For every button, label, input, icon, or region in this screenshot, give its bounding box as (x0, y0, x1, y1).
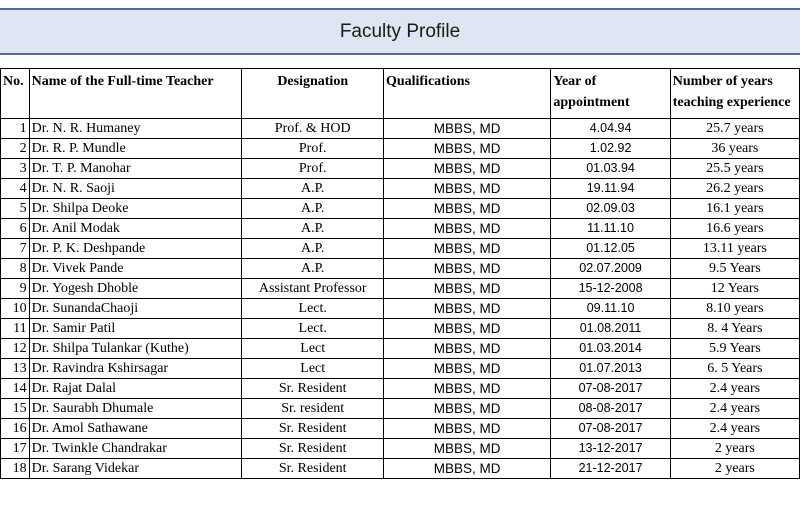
designation-cell: Sr. resident (242, 399, 383, 419)
qualifications-cell: MBBS, MD (383, 439, 550, 459)
row-number-cell: 8 (1, 259, 30, 279)
table-row (1, 159, 800, 179)
table-row (1, 399, 800, 419)
teacher-name-cell: Dr. Ravindra Kshirsagar (29, 359, 242, 379)
table-row (1, 339, 800, 359)
row-number-cell: 6 (1, 219, 30, 239)
qualifications-cell: MBBS, MD (383, 419, 550, 439)
table-row (1, 359, 800, 379)
designation-cell: A.P. (242, 199, 383, 219)
teaching-experience-cell: 26.2 years (670, 179, 799, 199)
teaching-experience-cell: 5.9 Years (670, 339, 799, 359)
year-of-appointment-cell: 01.03.94 (551, 159, 670, 179)
page-title: Faculty Profile (339, 20, 461, 42)
table-row (1, 219, 800, 239)
row-number-cell: 2 (1, 139, 30, 159)
table-row (1, 439, 800, 459)
qualifications-cell: MBBS, MD (383, 219, 550, 239)
teacher-name-cell: Dr. Anil Modak (29, 219, 242, 239)
table-row (1, 239, 800, 259)
designation-cell: Prof. (242, 139, 383, 159)
table-row (1, 379, 800, 399)
qualifications-cell: MBBS, MD (383, 279, 550, 299)
designation-cell: Sr. Resident (242, 459, 383, 479)
teaching-experience-cell: 12 Years (670, 279, 799, 299)
year-of-appointment-cell: 09.11.10 (551, 299, 670, 319)
header-year-of-appointment (551, 69, 670, 119)
table-row (1, 199, 800, 219)
teacher-name-cell: Dr. Yogesh Dhoble (29, 279, 242, 299)
designation-cell: Lect (242, 339, 383, 359)
designation-cell: Assistant Professor (242, 279, 383, 299)
designation-cell: Lect. (242, 299, 383, 319)
year-of-appointment-cell: 1.02.92 (551, 139, 670, 159)
qualifications-cell: MBBS, MD (383, 299, 550, 319)
qualifications-cell: MBBS, MD (383, 359, 550, 379)
teaching-experience-cell: 25.5 years (670, 159, 799, 179)
qualifications-cell: MBBS, MD (383, 119, 550, 139)
designation-cell: Sr. Resident (242, 439, 383, 459)
row-number-cell: 13 (1, 359, 30, 379)
header-qualifications: Qualifications (383, 69, 550, 119)
qualifications-cell: MBBS, MD (383, 239, 550, 259)
row-number-cell: 7 (1, 239, 30, 259)
teaching-experience-cell: 25.7 years (670, 119, 799, 139)
table-row (1, 459, 800, 479)
table-body (1, 119, 800, 479)
designation-cell: A.P. (242, 239, 383, 259)
table-row (1, 279, 800, 299)
row-number-cell: 3 (1, 159, 30, 179)
teacher-name-cell: Dr. Shilpa Deoke (29, 199, 242, 219)
teacher-name-cell: Dr. Saurabh Dhumale (29, 399, 242, 419)
qualifications-cell: MBBS, MD (383, 179, 550, 199)
year-of-appointment-cell: 01.12.05 (551, 239, 670, 259)
teacher-name-cell: Dr. Shilpa Tulankar (Kuthe) (29, 339, 242, 359)
year-of-appointment-cell: 02.09.03 (551, 199, 670, 219)
teaching-experience-cell: 2.4 years (670, 379, 799, 399)
teacher-name-cell: Dr. Rajat Dalal (29, 379, 242, 399)
teaching-experience-cell: 6. 5 Years (670, 359, 799, 379)
title-banner (0, 8, 800, 55)
header-year-line2: appointment (553, 95, 630, 110)
table-row (1, 419, 800, 439)
year-of-appointment-cell: 21-12-2017 (551, 459, 670, 479)
table-row (1, 139, 800, 159)
row-number-cell: 10 (1, 299, 30, 319)
designation-cell: Prof. (242, 159, 383, 179)
header-exp-line1: Number of years (672, 74, 773, 89)
teaching-experience-cell: 16.1 years (670, 199, 799, 219)
faculty-table (0, 68, 800, 479)
table-row (1, 259, 800, 279)
row-number-cell: 15 (1, 399, 30, 419)
row-number-cell: 17 (1, 439, 30, 459)
row-number-cell: 16 (1, 419, 30, 439)
header-exp-line2: teaching experience (672, 95, 791, 110)
teaching-experience-cell: 9.5 Years (670, 259, 799, 279)
table-row (1, 299, 800, 319)
teacher-name-cell: Dr. T. P. Manohar (29, 159, 242, 179)
designation-cell: Lect. (242, 319, 383, 339)
qualifications-cell: MBBS, MD (383, 399, 550, 419)
teacher-name-cell: Dr. R. P. Mundle (29, 139, 242, 159)
row-number-cell: 12 (1, 339, 30, 359)
teaching-experience-cell: 2 years (670, 459, 799, 479)
teaching-experience-cell: 8. 4 Years (670, 319, 799, 339)
header-year-line1: Year of (553, 74, 597, 89)
row-number-cell: 18 (1, 459, 30, 479)
year-of-appointment-cell: 01.03.2014 (551, 339, 670, 359)
teaching-experience-cell: 8.10 years (670, 299, 799, 319)
year-of-appointment-cell: 08-08-2017 (551, 399, 670, 419)
table-row (1, 319, 800, 339)
designation-cell: A.P. (242, 219, 383, 239)
qualifications-cell: MBBS, MD (383, 139, 550, 159)
header-name: Name of the Full-time Teacher (29, 69, 242, 119)
year-of-appointment-cell: 11.11.10 (551, 219, 670, 239)
designation-cell: Sr. Resident (242, 379, 383, 399)
qualifications-cell: MBBS, MD (383, 319, 550, 339)
year-of-appointment-cell: 01.07.2013 (551, 359, 670, 379)
teacher-name-cell: Dr. Twinkle Chandrakar (29, 439, 242, 459)
qualifications-cell: MBBS, MD (383, 459, 550, 479)
teacher-name-cell: Dr. Amol Sathawane (29, 419, 242, 439)
table-header-row (1, 69, 800, 119)
teacher-name-cell: Dr. P. K. Deshpande (29, 239, 242, 259)
row-number-cell: 11 (1, 319, 30, 339)
teacher-name-cell: Dr. Samir Patil (29, 319, 242, 339)
year-of-appointment-cell: 01.08.2011 (551, 319, 670, 339)
teaching-experience-cell: 2.4 years (670, 419, 799, 439)
qualifications-cell: MBBS, MD (383, 159, 550, 179)
row-number-cell: 4 (1, 179, 30, 199)
teacher-name-cell: Dr. N. R. Humaney (29, 119, 242, 139)
teacher-name-cell: Dr. Sarang Videkar (29, 459, 242, 479)
qualifications-cell: MBBS, MD (383, 339, 550, 359)
designation-cell: A.P. (242, 179, 383, 199)
year-of-appointment-cell: 15-12-2008 (551, 279, 670, 299)
teaching-experience-cell: 2.4 years (670, 399, 799, 419)
teacher-name-cell: Dr. SunandaChaoji (29, 299, 242, 319)
teaching-experience-cell: 36 years (670, 139, 799, 159)
year-of-appointment-cell: 4.04.94 (551, 119, 670, 139)
qualifications-cell: MBBS, MD (383, 259, 550, 279)
teacher-name-cell: Dr. Vivek Pande (29, 259, 242, 279)
year-of-appointment-cell: 02.07.2009 (551, 259, 670, 279)
row-number-cell: 5 (1, 199, 30, 219)
qualifications-cell: MBBS, MD (383, 379, 550, 399)
header-designation: Designation (242, 69, 383, 119)
year-of-appointment-cell: 07-08-2017 (551, 419, 670, 439)
table-row (1, 179, 800, 199)
teacher-name-cell: Dr. N. R. Saoji (29, 179, 242, 199)
year-of-appointment-cell: 07-08-2017 (551, 379, 670, 399)
year-of-appointment-cell: 19.11.94 (551, 179, 670, 199)
designation-cell: Lect (242, 359, 383, 379)
year-of-appointment-cell: 13-12-2017 (551, 439, 670, 459)
teaching-experience-cell: 2 years (670, 439, 799, 459)
table-row (1, 119, 800, 139)
row-number-cell: 14 (1, 379, 30, 399)
teaching-experience-cell: 13.11 years (670, 239, 799, 259)
teaching-experience-cell: 16.6 years (670, 219, 799, 239)
qualifications-cell: MBBS, MD (383, 199, 550, 219)
header-teaching-experience (670, 69, 799, 119)
row-number-cell: 1 (1, 119, 30, 139)
designation-cell: Sr. Resident (242, 419, 383, 439)
header-no: No. (1, 69, 30, 119)
row-number-cell: 9 (1, 279, 30, 299)
designation-cell: Prof. & HOD (242, 119, 383, 139)
designation-cell: A.P. (242, 259, 383, 279)
